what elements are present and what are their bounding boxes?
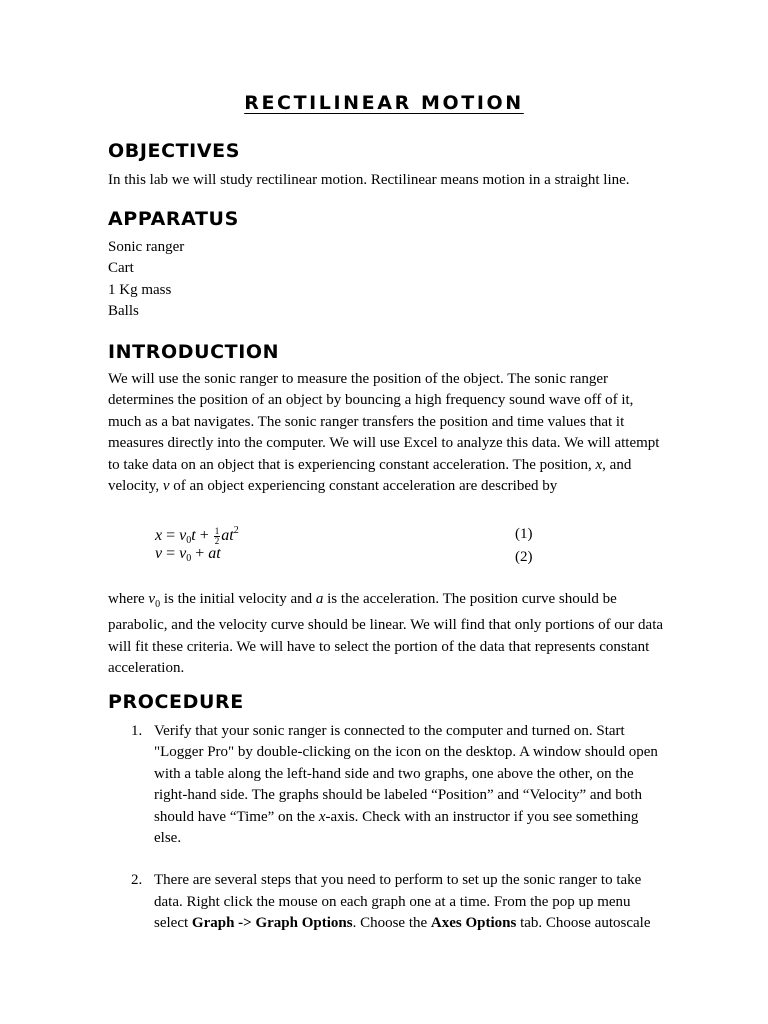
equation-number: (1) — [515, 526, 533, 542]
apparatus-item: Sonic ranger — [108, 239, 185, 255]
introduction-paragraph-1: We will use the sonic ranger to measure the position of the object. The sonic ranger determines the position of an object by bouncing a high frequency sound wave off of it, much as a bat navigates. The sonic ranger transfers the position and time values that it measures directly into the computer. We will use Excel to analyze this data. We will attempt to take data on an object that is experiencing constant acceleration. The position, x, and velocity, v of an object experiencing constant acceleration are described by — [108, 371, 660, 495]
procedure-steps — [108, 721, 668, 935]
apparatus-item: 1 Kg mass — [108, 282, 172, 298]
equation-velocity: $v = v_0$ + at — [155, 545, 221, 564]
apparatus-item: Balls — [108, 303, 139, 319]
procedure-step: 2. There are several steps that you need to perform to set up the sonic ranger to take data. Right click the mouse on each graph one at a time. From the pop up menu select Graph -> Graph Options. Choose the Axes Options tab. Choose autoscale — [131, 872, 651, 932]
apparatus-item: Cart — [108, 260, 134, 276]
apparatus-heading: APPARATUS — [108, 208, 239, 230]
introduction-heading: INTRODUCTION — [108, 341, 280, 363]
document-title: RECTILINEAR MOTION — [244, 92, 524, 114]
step-number: 1. — [131, 723, 143, 739]
procedure-heading: PROCEDURE — [108, 691, 244, 713]
step-number: 2. — [131, 872, 143, 889]
objectives-text: In this lab we will study rectilinear motion. Rectilinear means motion in a straight line. — [108, 172, 630, 188]
equation-number: (2) — [515, 549, 533, 565]
procedure-step: 1. Verify that your sonic ranger is connected to the computer and turned on. Start "Logger Pro" by double-clicking on the icon on the desktop. A window should open with a table along the left-hand side and two graphs, one above the other, on the right-hand side. The graphs should be labeled “Position” and “Velocity” and both should have “Time” on the x-axis. Check with an instructor if you see something else. — [131, 723, 658, 847]
objectives-heading: OBJECTIVES — [108, 140, 241, 162]
equation-position: $x = v_0t$ + $\frac{1}{2}$ $at^2$ — [155, 525, 239, 546]
introduction-paragraph-2: where $v_0$ is the initial velocity and a is the acceleration. The position curve should be parabolic, and the velocity curve should be linear. We will find that only portions of our data will fit these criteria. We will have to select the portion of the data that represents constant acceleration. — [108, 591, 664, 677]
